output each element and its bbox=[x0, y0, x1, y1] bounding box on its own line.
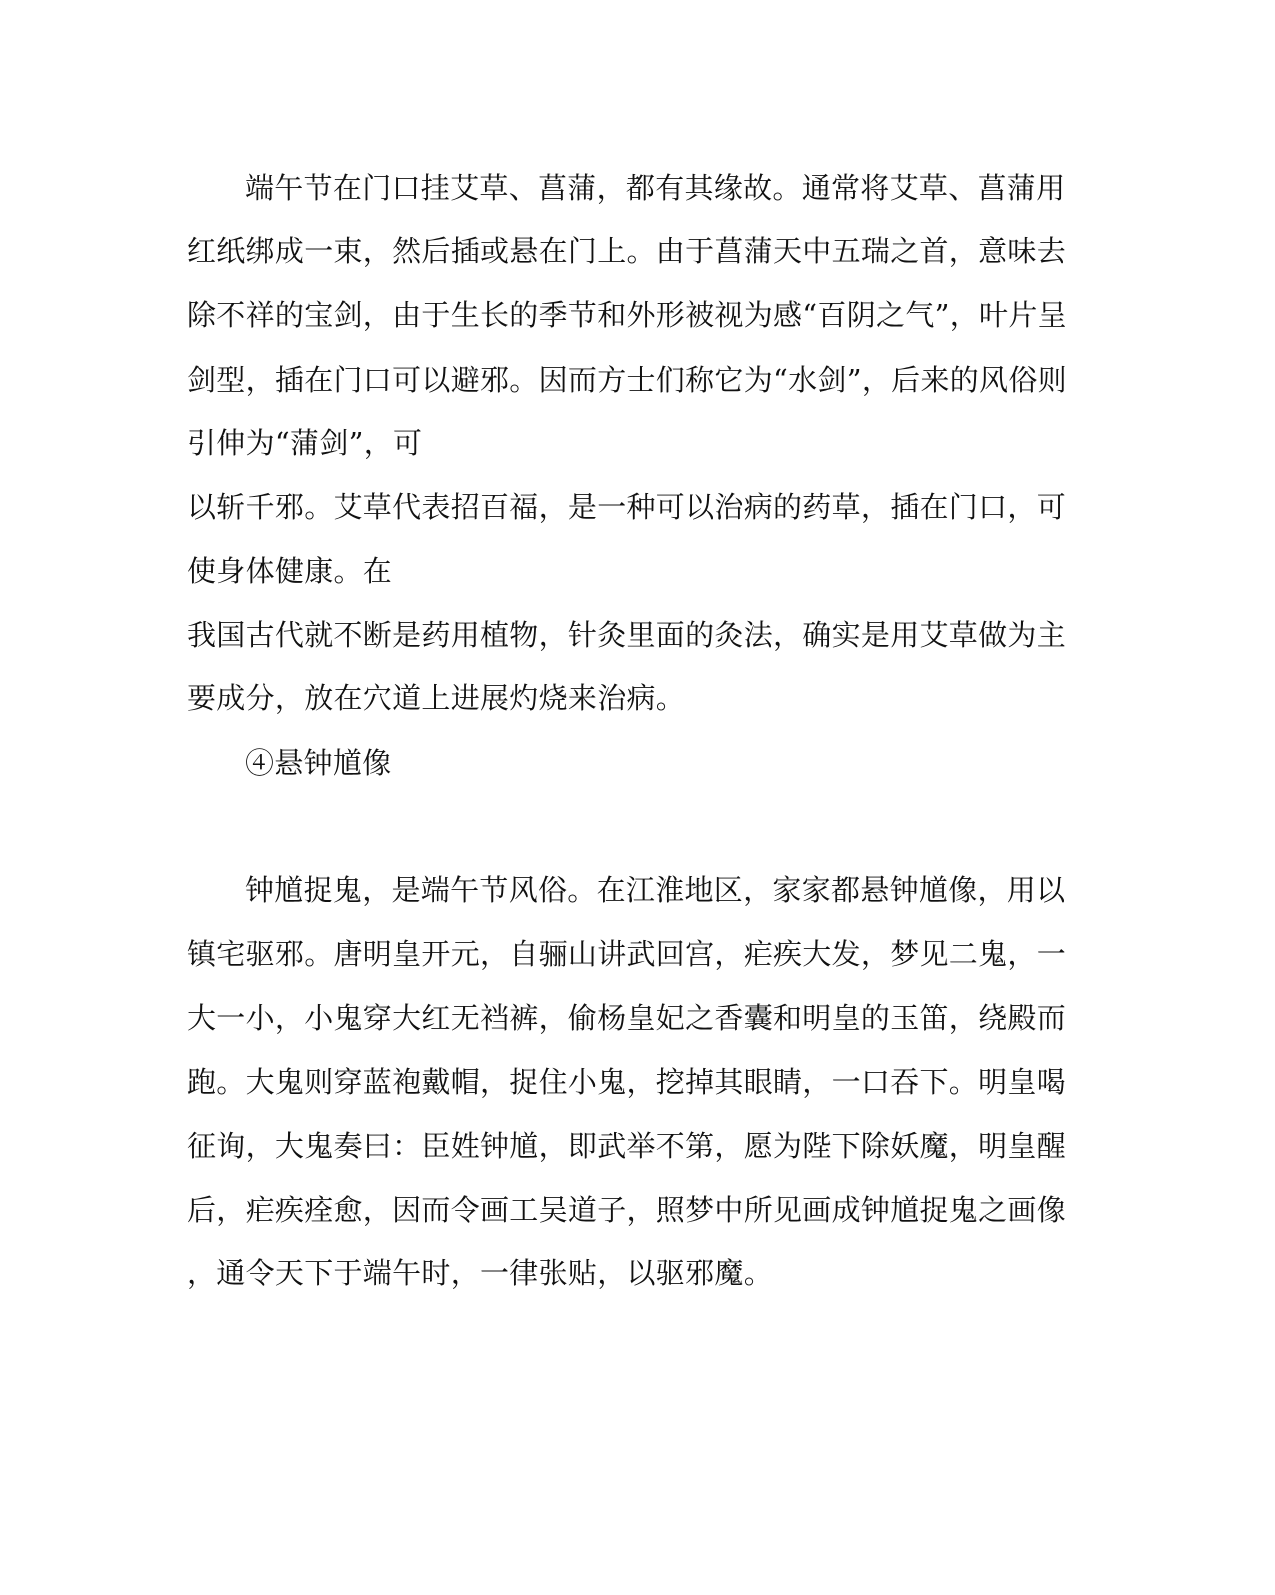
paragraph-1-line-5: 引伸为“蒲剑”，可 bbox=[187, 426, 423, 460]
section-heading: ④悬钟馗像 bbox=[245, 746, 392, 780]
paragraph-1-line-8: 我国古代就不断是药用植物，针灸里面的灸法，确实是用艾草做为主 bbox=[187, 618, 1067, 652]
paragraph-2-line-2: 镇宅驱邪。唐明皇开元，自骊山讲武回宫，疟疾大发，梦见二鬼，一 bbox=[187, 937, 1067, 971]
paragraph-1-line-2: 红纸绑成一束，然后插或悬在门上。由于菖蒲天中五瑞之首，意味去 bbox=[187, 234, 1067, 268]
paragraph-1-line-6: 以斩千邪。艾草代表招百福，是一种可以治病的药草，插在门口，可 bbox=[187, 490, 1067, 524]
paragraph-1-line-9: 要成分，放在穴道上进展灼烧来治病。 bbox=[187, 681, 686, 715]
paragraph-2-line-4: 跑。大鬼则穿蓝袍戴帽，捉住小鬼，挖掉其眼睛，一口吞下。明皇喝 bbox=[187, 1065, 1067, 1099]
paragraph-2-line-1: 钟馗捉鬼，是端午节风俗。在江淮地区，家家都悬钟馗像，用以 bbox=[245, 873, 1066, 907]
paragraph-2-line-7: ，通令天下于端午时，一律张贴，以驱邪魔。 bbox=[187, 1256, 774, 1290]
paragraph-2-line-5: 征询，大鬼奏曰：臣姓钟馗，即武举不第，愿为陛下除妖魔，明皇醒 bbox=[187, 1129, 1067, 1163]
paragraph-1-line-7: 使身体健康。在 bbox=[187, 554, 393, 588]
paragraph-1-line-3: 除不祥的宝剑，由于生长的季节和外形被视为感“百阴之气”，叶片呈 bbox=[187, 298, 1067, 332]
paragraph-1-line-4: 剑型，插在门口可以避邪。因而方士们称它为“水剑”，后来的风俗则 bbox=[187, 363, 1067, 397]
paragraph-2-line-6: 后，疟疾痊愈，因而令画工吴道子，照梦中所见画成钟馗捉鬼之画像 bbox=[187, 1193, 1067, 1227]
paragraph-1-line-1: 端午节在门口挂艾草、菖蒲，都有其缘故。通常将艾草、菖蒲用 bbox=[245, 171, 1066, 205]
paragraph-2-line-3: 大一小，小鬼穿大红无裆裤，偷杨皇妃之香囊和明皇的玉笛，绕殿而 bbox=[187, 1001, 1067, 1035]
